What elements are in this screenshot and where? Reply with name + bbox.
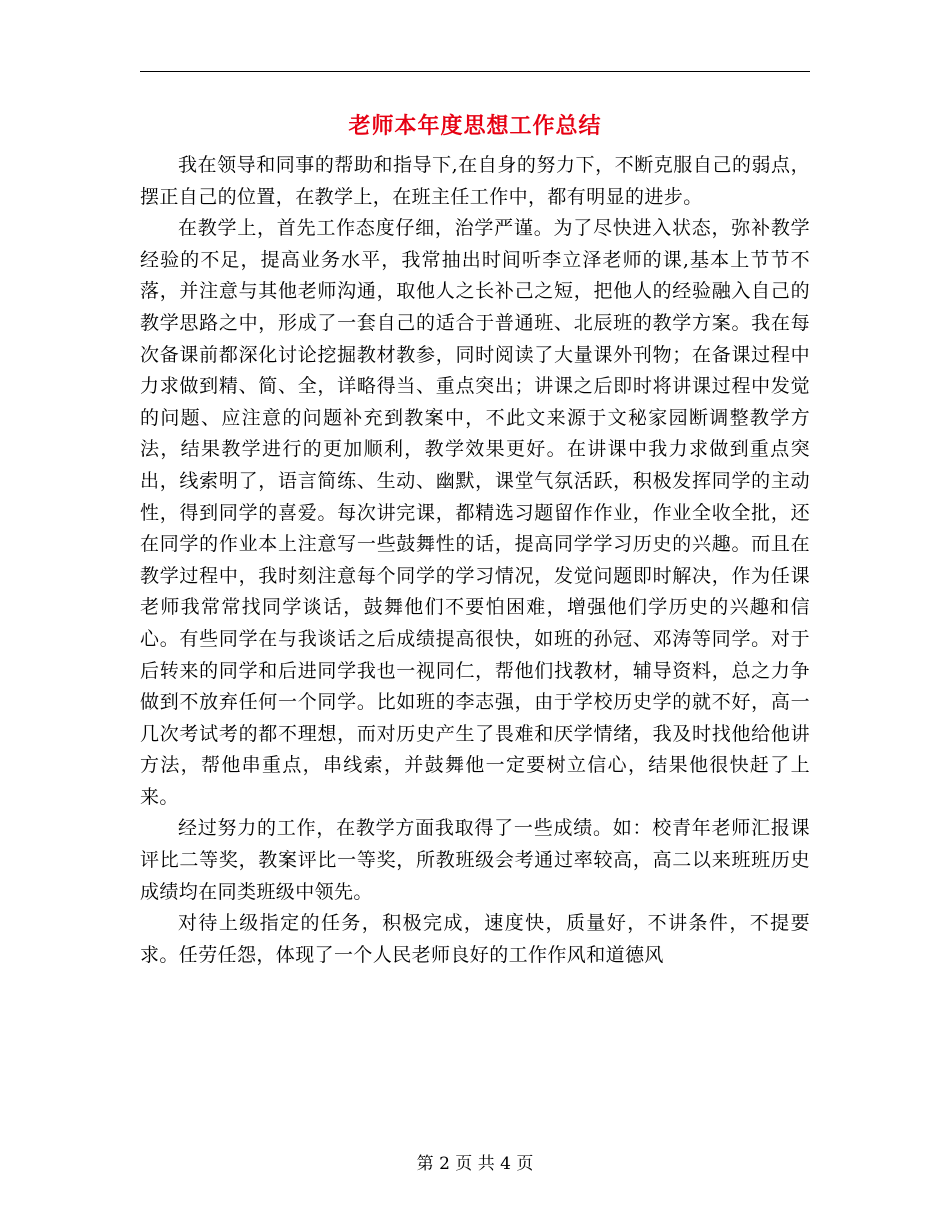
paragraph: 我在领导和同事的帮助和指导下,在自身的努力下，不断克服自己的弱点，摆正自己的位置，在教学上，在班主任工作中，都有明显的进步。: [140, 154, 810, 208]
paragraph: 在教学上，首先工作态度仔细，治学严谨。为了尽快进入状态，弥补教学经验的不足，提高业务水平，我常抽出时间听李立泽老师的课,基本上节节不落，并注意与其他老师沟通，取他人之长补己之短，把他人的经验融入自己的教学思路之中，形成了一套自己的适合于普通班、北辰班的教学方案。我在每次备课前都深化讨论挖掘教材教参，同时阅读了大量课外刊物；在备课过程中力求做到精、简、全，详略得当、重点突出；讲课之后即时将讲课过程中发觉的问题、应注意的问题补充到教案中，不此文来源于文秘家园断调整教学方法，结果教学进行的更加顺利，教学效果更好。在讲课中我力求做到重点突出，线索明了，语言简练、生动、幽默，课堂气氛活跃，积极发挥同学的主动性，得到同学的喜爱。每次讲完课，都精选习题留作作业，作业全收全批，还在同学的作业本上注意写一些鼓舞性的话，提高同学学习历史的兴趣。而且在教学过程中，我时刻注意每个同学的学习情况，发觉问题即时解决，作为任课老师我常常找同学谈话，鼓舞他们不要怕困难，增强他们学历史的兴趣和信心。有些同学在与我谈话之后成绩提高很快，如班的孙冠、邓涛等同学。对于后转来的同学和后进同学我也一视同仁，帮他们找教材，辅导资料，总之力争做到不放弃任何一个同学。比如班的李志强，由于学校历史学的就不好，高一几次考试考的都不理想，而对历史产生了畏难和厌学情绪，我及时找他给他讲方法，帮他串重点，串线索，并鼓舞他一定要树立信心，结果他很快赶了上来。: [140, 217, 810, 808]
document-body: [140, 150, 810, 971]
header-rule: [140, 71, 810, 72]
paragraph: 对待上级指定的任务，积极完成，速度快，质量好，不讲条件，不提要求。任劳任怨，体现了一个人民老师良好的工作作风和道德风: [140, 912, 810, 966]
paragraph: 经过努力的工作，在教学方面我取得了一些成绩。如：校青年老师汇报课评比二等奖，教案评比一等奖，所教班级会考通过率较高，高二以来班班历史成绩均在同类班级中领先。: [140, 817, 810, 903]
page-footer: 第 2 页 共 4 页: [416, 1154, 534, 1174]
document-title: 老师本年度思想工作总结: [348, 113, 602, 139]
